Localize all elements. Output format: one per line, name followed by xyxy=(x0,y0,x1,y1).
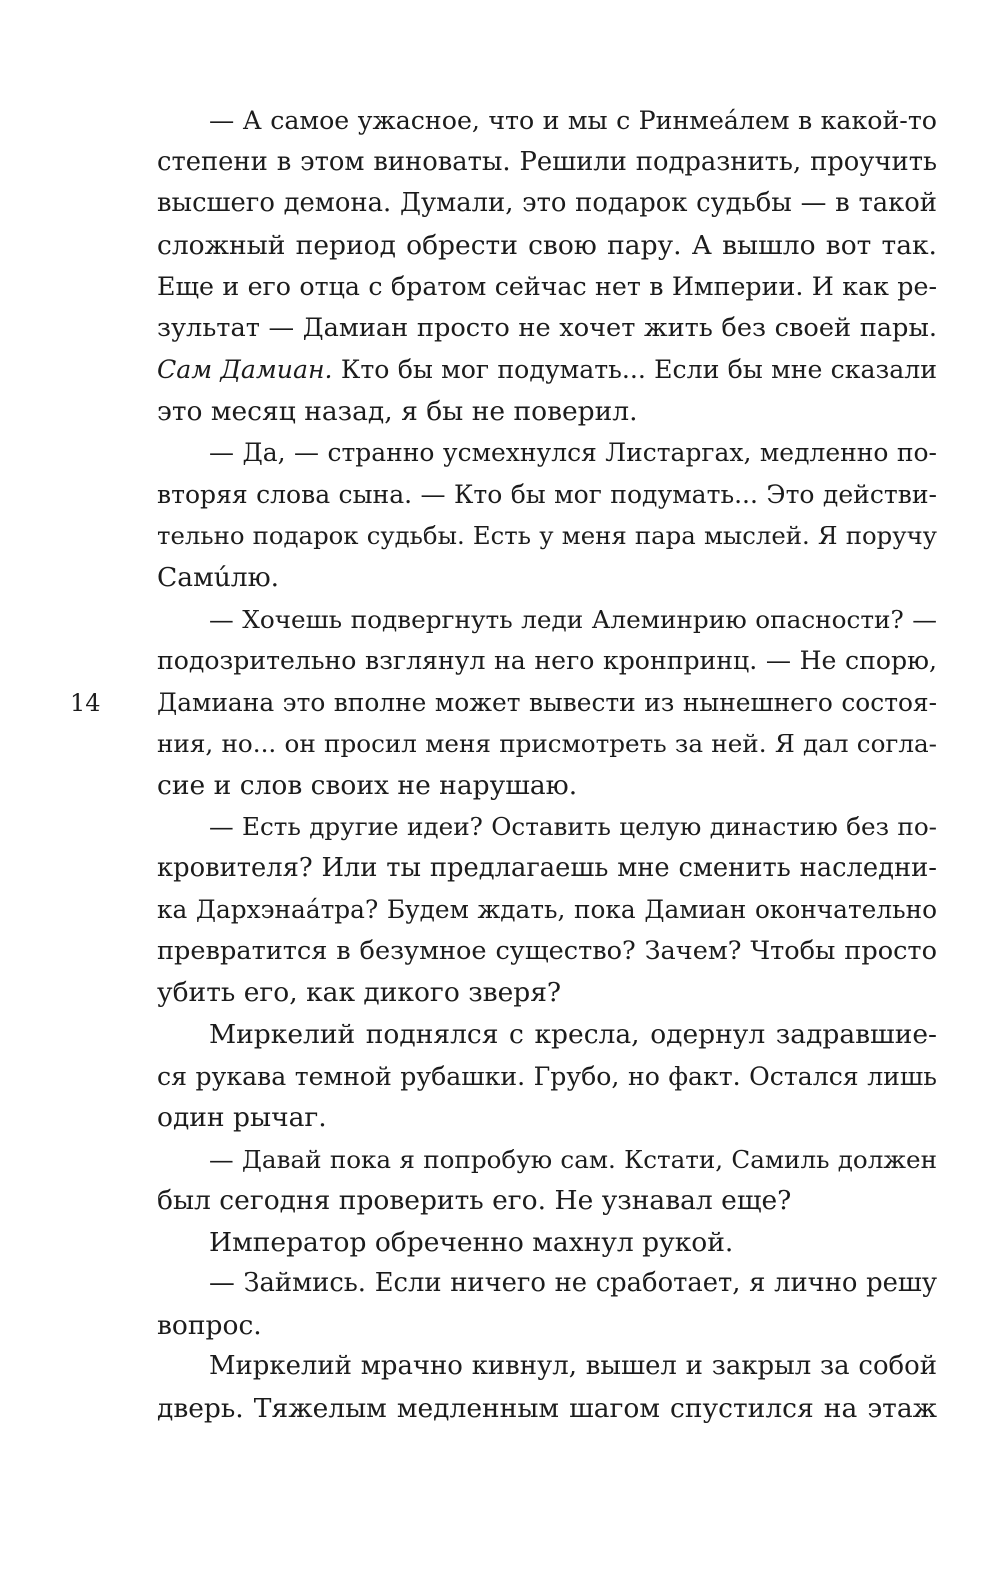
text-segment: был сегодня проверить его. Не узнавал еще? xyxy=(157,1185,792,1217)
text-segment: ния, но... он просил меня присмотреть за ней. Я дал согла- xyxy=(157,729,937,759)
text-line xyxy=(157,308,937,350)
text-segment: ся рукава темной рубашки. Грубо, но факт. Остался лишь xyxy=(157,1061,937,1091)
text-line xyxy=(157,183,937,225)
text-line xyxy=(157,1014,937,1056)
text-line xyxy=(157,599,937,641)
text-line xyxy=(157,1139,937,1181)
text-line xyxy=(157,806,937,848)
text-segment: — А самое ужасное, что и мы с Ринмеáлем в какой-то xyxy=(209,106,937,135)
text-segment: высшего демона. Думали, это подарок судьбы — в такой xyxy=(157,188,937,219)
text-segment: зультат — Дамиан просто не хочет жить без своей пары. xyxy=(157,312,937,343)
text-line xyxy=(157,848,937,890)
text-segment: один рычаг. xyxy=(157,1102,327,1134)
text-line xyxy=(157,640,937,682)
italic-text-segment: Сам Дамиан. xyxy=(157,355,333,385)
text-segment: Миркелий поднялся с кресла, одернул задравшие- xyxy=(209,1019,937,1051)
text-line xyxy=(157,1346,937,1388)
text-line xyxy=(157,1305,937,1347)
body-text xyxy=(157,100,937,1430)
text-line xyxy=(157,1056,937,1098)
text-segment: Кто бы мог подумать... Если бы мне сказали xyxy=(332,355,937,385)
text-segment: превратится в безумное существо? Зачем? Чтобы просто xyxy=(157,935,937,966)
text-segment: — Хочешь подвергнуть леди Алеминрию опасности? — xyxy=(209,604,937,634)
text-segment: это месяц назад, я бы не поверил. xyxy=(157,395,638,427)
text-segment: ка Дархэнаáтра? Будем ждать, пока Дамиан окончательно xyxy=(157,895,937,925)
text-segment: Император обреченно махнул рукой. xyxy=(209,1226,734,1258)
text-line xyxy=(157,931,937,973)
text-line xyxy=(157,1097,937,1139)
text-segment: кровителя? Или ты предлагаешь мне сменить наследни- xyxy=(157,852,937,883)
text-line xyxy=(157,142,937,184)
text-segment: — Есть другие идеи? Оставить целую династию без по- xyxy=(209,812,937,842)
text-segment: — Давай пока я попробую сам. Кстати, Самиль должен xyxy=(209,1144,937,1174)
text-line xyxy=(157,765,937,807)
text-line xyxy=(157,1180,937,1222)
text-line xyxy=(157,225,937,267)
text-line xyxy=(157,474,937,516)
text-segment: — Да, — странно усмехнулся Листаргах, медленно по- xyxy=(209,438,937,468)
text-segment: Миркелий мрачно кивнул, вышел и закрыл за собой xyxy=(209,1351,937,1382)
page-number: 14 xyxy=(70,689,101,717)
text-line xyxy=(157,432,937,474)
text-line xyxy=(157,349,937,391)
text-line xyxy=(157,682,937,724)
text-line xyxy=(157,515,937,557)
text-segment: Самúлю. xyxy=(157,562,280,594)
text-line xyxy=(157,100,937,142)
text-line xyxy=(157,1222,937,1264)
text-line xyxy=(157,1263,937,1305)
text-segment: убить его, как дикого зверя? xyxy=(157,977,562,1009)
text-segment: Дамиана это вполне может вывести из нынешнего состоя- xyxy=(157,687,937,717)
text-segment: тельно подарок судьбы. Есть у меня пара мыслей. Я поручу xyxy=(157,521,937,551)
text-line xyxy=(157,723,937,765)
text-segment: Еще и его отца с братом сейчас нет в Империи. И как ре- xyxy=(157,272,937,302)
text-segment: подозрительно взглянул на него кронпринц. — Не спорю, xyxy=(157,646,937,676)
text-segment: степени в этом виноваты. Решили подразнить, проучить xyxy=(157,146,937,177)
text-segment: сие и слов своих не нарушаю. xyxy=(157,769,578,801)
text-line xyxy=(157,391,937,433)
text-segment: вторяя слова сына. — Кто бы мог подумать... Это действи- xyxy=(157,479,937,509)
text-segment: вопрос. xyxy=(157,1309,262,1341)
text-line xyxy=(157,972,937,1014)
text-segment: — Займись. Если ничего не сработает, я лично решу xyxy=(209,1268,937,1299)
text-segment: сложный период обрести свою пару. А вышло вот так. xyxy=(157,229,937,261)
text-segment: дверь. Тяжелым медленным шагом спустился на этаж xyxy=(157,1392,937,1424)
text-line xyxy=(157,557,937,599)
text-line xyxy=(157,266,937,308)
text-line xyxy=(157,1388,937,1430)
text-line xyxy=(157,889,937,931)
